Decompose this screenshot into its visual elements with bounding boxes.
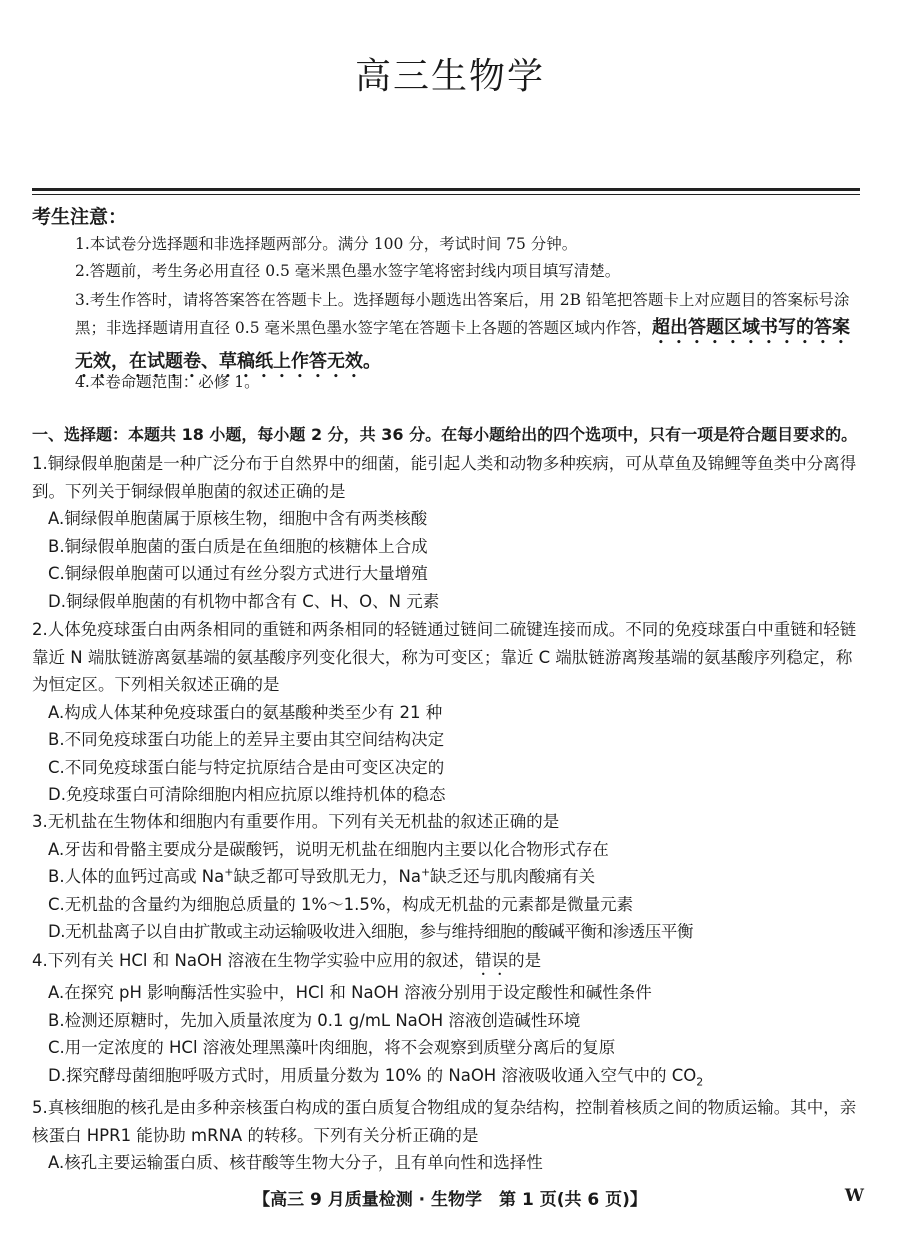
question-4-stem-part2: 的是: [508, 951, 542, 970]
question-5: [32, 1094, 867, 1177]
notice-item-3-emphasis: 超出答题区域书写的答案无效，在试题卷、草稿纸上作答无效。: [75, 317, 851, 372]
notice-item-1: 1.本试卷分选择题和非选择题两部分。满分 100 分，考试时间 75 分钟。: [75, 235, 578, 253]
question-3-option-b-part3: 缺乏还与肌肉酸痛有关: [430, 867, 596, 886]
question-5-stem: 5.真核细胞的核孔是由多种亲核蛋白构成的蛋白质复合物组成的复杂结构，控制着核质之间的物质运输。其中，亲核蛋白 HPR1 能协助 mRNA 的转移。下列有关分析正确的是: [32, 1098, 857, 1145]
question-3-option-b: [32, 863, 867, 891]
notice-item-4: 4.本卷命题范围：必修 1。: [75, 373, 260, 391]
question-3-option-b-part1: B.人体的血钙过高或 Na: [48, 867, 225, 886]
notice-item-2: 2.答题前，考生务必用直径 0.5 毫米黑色墨水签字笔将密封线内项目填写清楚。: [75, 262, 621, 280]
subscript-2: 2: [696, 1074, 704, 1088]
question-2-option-c: C.不同免疫球蛋白能与特定抗原结合是由可变区决定的: [48, 757, 445, 777]
page-title: 高三生物学: [354, 56, 545, 97]
superscript-plus: +: [224, 865, 234, 879]
question-2: [32, 616, 867, 809]
question-3-option-c: C.无机盐的含量约为细胞总质量的 1%～1.5%，构成无机盐的元素都是微量元素: [48, 894, 634, 914]
question-3-option-a: A.牙齿和骨骼主要成分是碳酸钙，说明无机盐在细胞内主要以化合物形式存在: [48, 839, 609, 859]
question-1-option-c: C.铜绿假单胞菌可以通过有丝分裂方式进行大量增殖: [48, 564, 428, 583]
question-4-stem-emphasis: 错误: [475, 951, 509, 970]
superscript-plus: +: [420, 865, 431, 879]
question-3-stem: 3.无机盐在生物体和细胞内有重要作用。下列有关无机盐的叙述正确的是: [32, 812, 560, 831]
page-footer: 【高三 9 月质量检测 · 生物学 第 1 页(共 6 页)】: [253, 1190, 647, 1210]
question-2-option-d: D.免疫球蛋白可清除细胞内相应抗原以维持机体的稳态: [48, 785, 446, 804]
question-2-option-b: B.不同免疫球蛋白功能上的差异主要由其空间结构决定: [48, 730, 445, 749]
notice-item-3-text: 3.考生作答时，请将答案答在答题卡上。选择题每小题选出答案后，用 2B 铅笔把答题卡上对应题目的答案标号涂黑；非选择题请用直径 0.5 毫米黑色墨水签字笔在答题卡上各题的答题区域内作答，: [75, 291, 850, 337]
question-5-option-a: A.核孔主要运输蛋白质、核苷酸等生物大分子，且有单向性和选择性: [48, 1153, 543, 1172]
footer-mark: W: [844, 1186, 864, 1206]
question-4-option-d: [32, 1062, 867, 1090]
question-4-option-d-text: D.探究酵母菌细胞呼吸方式时，用质量分数为 10% 的 NaOH 溶液吸收通入空气中的 CO: [48, 1065, 697, 1085]
notice-item-3: [75, 286, 865, 382]
question-4-option-a: A.在探究 pH 影响酶活性实验中，HCl 和 NaOH 溶液分别用于设定酸性和碱性条件: [48, 983, 652, 1002]
question-1-option-b: B.铜绿假单胞菌的蛋白质是在鱼细胞的核糖体上合成: [48, 536, 428, 556]
question-2-stem: 2.人体免疫球蛋白由两条相同的重链和两条相同的轻链通过链间二硫键连接而成。不同的免疫球蛋白中重链和轻链靠近 N 端肽链游离氨基端的氨基酸序列变化很大，称为可变区；靠近 C 端肽链游离羧基端的氨基酸序列稳定，称为恒定区。下列相关叙述正确的是: [32, 620, 857, 694]
header-rule-thin: [32, 194, 860, 195]
question-4-option-c: C.用一定浓度的 HCl 溶液处理黑藻叶肉细胞，将不会观察到质壁分离后的复原: [48, 1038, 616, 1057]
question-1-option-a: A.铜绿假单胞菌属于原核生物，细胞中含有两类核酸: [48, 509, 428, 528]
header-rule-thick: [32, 188, 860, 191]
question-1: [32, 450, 867, 615]
question-4-stem: [32, 947, 867, 979]
question-4: [32, 947, 867, 1089]
question-3-option-b-part2: 缺乏都可导致肌无力，Na: [233, 867, 421, 886]
notice-heading: 考生注意：: [32, 206, 128, 228]
question-3-option-d: D.无机盐离子以自由扩散或主动运输吸收进入细胞，参与维持细胞的酸碱平衡和渗透压平衡: [48, 922, 694, 941]
section-heading: 一、选择题：本题共 18 小题，每小题 2 分，共 36 分。在每小题给出的四个选项中，只有一项是符合题目要求的。: [32, 425, 858, 444]
question-1-stem: 1.铜绿假单胞菌是一种广泛分布于自然界中的细菌，能引起人类和动物多种疾病，可从草鱼及锦鲤等鱼类中分离得到。下列关于铜绿假单胞菌的叙述正确的是: [32, 454, 857, 501]
question-4-stem-part1: 4.下列有关 HCl 和 NaOH 溶液在生物学实验中应用的叙述，: [32, 951, 476, 970]
question-1-option-d: D.铜绿假单胞菌的有机物中都含有 C、H、O、N 元素: [48, 591, 440, 611]
question-4-option-b: B.检测还原糖时，先加入质量浓度为 0.1 g/mL NaOH 溶液创造碱性环境: [48, 1010, 581, 1030]
question-2-option-a: A.构成人体某种免疫球蛋白的氨基酸种类至少有 21 种: [48, 702, 443, 722]
question-3: [32, 808, 867, 946]
